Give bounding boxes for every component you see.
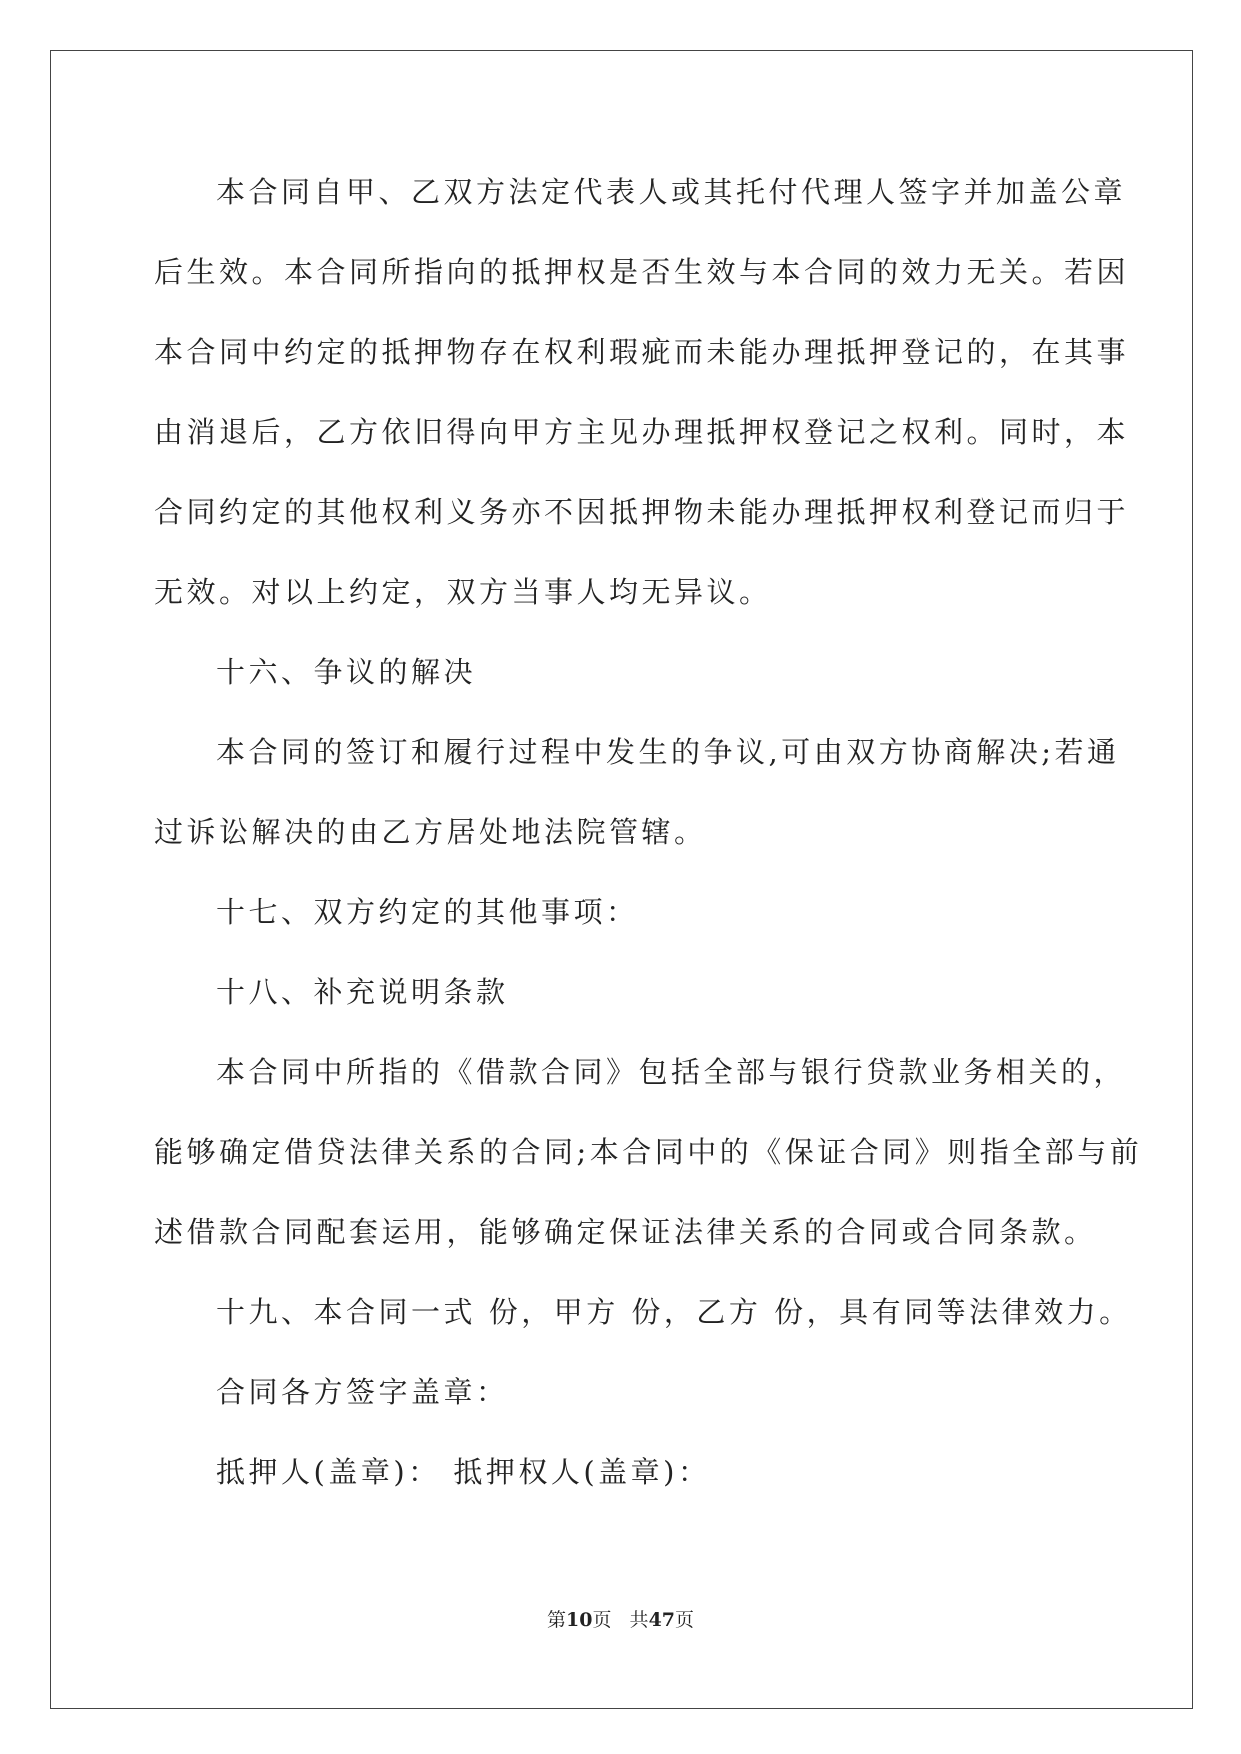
total-pages-number: 47	[648, 1609, 676, 1631]
text-line: 述借款合同配套运用，能够确定保证法律关系的合同或合同条款。	[154, 1215, 1097, 1249]
footer-label-ye: 页 共	[592, 1609, 649, 1631]
page-footer	[0, 1605, 1241, 1632]
text-line: 合同约定的其他权利义务亦不因抵押物未能办理抵押权利登记而归于	[154, 495, 1130, 529]
footer-label-ye-end: 页	[675, 1609, 695, 1631]
section-heading: 十九、本合同一式 份，甲方 份，乙方 份，具有同等法律效力。	[216, 1295, 1132, 1329]
footer-label-di: 第	[546, 1609, 566, 1631]
text-line: 后生效。本合同所指向的抵押权是否生效与本合同的效力无关。若因	[154, 255, 1130, 289]
text-line: 本合同的签订和履行过程中发生的争议,可由双方协商解决;若通	[216, 735, 1120, 769]
text-line: 无效。对以上约定，双方当事人均无异议。	[154, 575, 772, 609]
text-line: 本合同中所指的《借款合同》包括全部与银行贷款业务相关的，	[216, 1055, 1127, 1089]
text-line: 由消退后，乙方依旧得向甲方主见办理抵押权登记之权利。同时，本	[154, 415, 1130, 449]
section-heading: 十六、争议的解决	[216, 655, 477, 689]
text-line: 合同各方签字盖章：	[216, 1375, 509, 1409]
section-heading: 十八、补充说明条款	[216, 975, 509, 1009]
text-line: 过诉讼解决的由乙方居处地法院管辖。	[154, 815, 707, 849]
text-line: 本合同自甲、乙双方法定代表人或其托付代理人签字并加盖公章	[216, 175, 1127, 209]
text-line: 本合同中约定的抵押物存在权利瑕疵而未能办理抵押登记的，在其事	[154, 335, 1130, 369]
current-page-number: 10	[565, 1609, 593, 1631]
text-line: 能够确定借贷法律关系的合同;本合同中的《保证合同》则指全部与前	[154, 1135, 1143, 1169]
section-heading: 十七、双方约定的其他事项：	[216, 895, 639, 929]
signature-line: 抵押人(盖章)： 抵押权人(盖章)：	[216, 1455, 711, 1489]
